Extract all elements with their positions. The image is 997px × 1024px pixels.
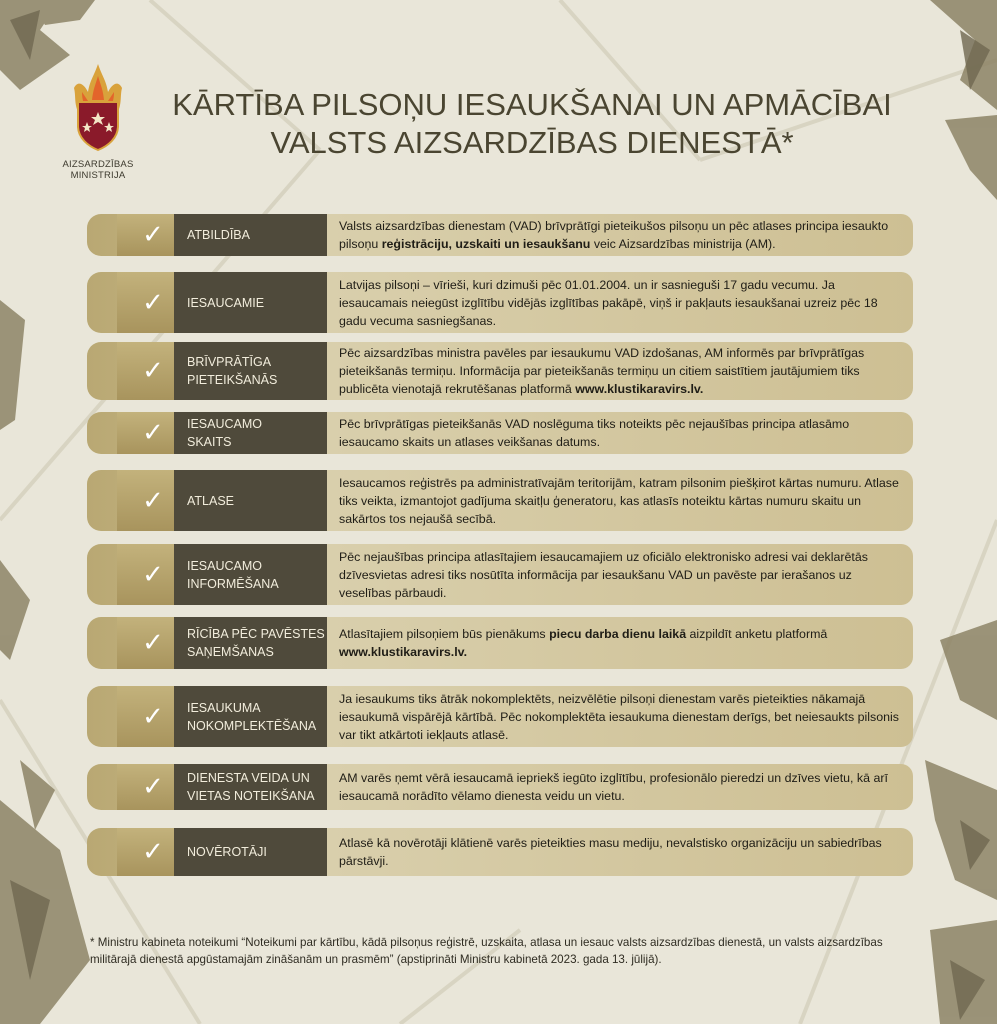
page-title-line-1: KĀRTĪBA PILSOŅU IESAUKŠANAI UN APMĀCĪBAI xyxy=(172,87,892,122)
process-row-brivpratiga-pieteiksanas xyxy=(87,342,913,400)
row-label: BRĪVPRĀTĪGA PIETEIKŠANĀS xyxy=(174,342,327,400)
row-description: AM varēs ņemt vērā iesaucamā iepriekš iegūto izglītību, profesionālo pieredzi un dzīves vietu, kā arī iesaucamā norādīto vēlamo dienesta veidu un vietu. xyxy=(327,764,913,810)
ministry-logo xyxy=(58,62,138,181)
row-label: RĪCĪBA PĒC PAVĒSTES SAŅEMŠANAS xyxy=(174,617,327,669)
row-label: DIENESTA VEIDA UN VIETAS NOTEIKŠANA xyxy=(174,764,327,810)
checkmark-icon: ✓ xyxy=(142,559,164,590)
checkmark-icon: ✓ xyxy=(142,418,164,448)
checkmark-icon: ✓ xyxy=(142,287,164,318)
row-label: IESAUCAMIE xyxy=(174,272,327,333)
process-row-riciba-pec-pavestes xyxy=(87,617,913,669)
checkmark-icon: ✓ xyxy=(142,701,164,732)
process-row-iesaucamo-skaits xyxy=(87,412,913,454)
row-description: Latvijas pilsoņi – vīrieši, kuri dzimuši pēc 01.01.2004. un ir sasnieguši 17 gadu vecumu. Ja iesaucamais neiegūst izglītību vidējās izglītības pakāpē, viņš ir pakļauts iesaukšanai uzreiz pēc 18 gadu vecuma sasniegšanas. xyxy=(327,272,913,333)
checkmark-icon: ✓ xyxy=(142,628,164,658)
row-description: Ja iesaukums tiks ātrāk nokomplektēts, neizvēlētie pilsoņi dienestam varēs pieteikties nākamajā iesaukumā vispārējā kārtībā. Pēc nokomplektēta iesaukuma dienestam derīgs, bet neiesaukts pilsonis var tikt atkārtoti iekļauts atlasē. xyxy=(327,686,913,747)
process-row-noverotaji xyxy=(87,828,913,876)
row-label: ATBILDĪBA xyxy=(174,214,327,256)
row-description: Valsts aizsardzības dienestam (VAD) brīvprātīgi pieteikušos pilsoņu un pēc atlases principa iesaukto pilsoņu reģistrāciju, uzskaiti un iesaukšanu veic Aizsardzības ministrija (AM). xyxy=(327,214,913,256)
row-label: IESAUCAMO INFORMĒŠANA xyxy=(174,544,327,605)
checkmark-icon: ✓ xyxy=(142,485,164,516)
process-row-dienesta-veida-noteiksana xyxy=(87,764,913,810)
checkmark-icon: ✓ xyxy=(142,772,164,802)
checkmark-icon: ✓ xyxy=(142,837,164,867)
process-row-atbildiba xyxy=(87,214,913,256)
row-description: Atlasītajiem pilsoņiem būs pienākums piecu darba dienu laikā aizpildīt anketu platformā www.klustikaravirs.lv. xyxy=(327,617,913,669)
row-description: Pēc brīvprātīgas pieteikšanās VAD noslēguma tiks noteikts pēc nejaušības principa atlasāmo iesaucamo skaits un atlases veikšanas datums. xyxy=(327,412,913,454)
row-description: Iesaucamos reģistrēs pa administratīvajām teritorijām, katram pilsonim piešķirot kārtas numuru. Atlase tiks veikta, izmantojot gadījuma skaitļu ģeneratoru, kas atlasīs noteiktu kārtas numuru skaitu un sakārtos tos nejaušā secībā. xyxy=(327,470,913,531)
checkmark-icon: ✓ xyxy=(142,356,164,386)
ministry-emblem-icon xyxy=(66,62,130,152)
page-title-line-2: VALSTS AIZSARDZĪBAS DIENESTĀ* xyxy=(270,125,794,160)
process-row-iesaukuma-nokomplektesana xyxy=(87,686,913,747)
row-description: Atlasē kā novērotāji klātienē varēs pieteikties masu mediju, nevalstisko organizāciju un sabiedrības pārstāvji. xyxy=(327,828,913,876)
footnote: * Ministru kabineta noteikumi “Noteikumi par kārtību, kādā pilsoņus reģistrē, uzskaita, atlasa un iesauc valsts aizsardzības dienestā, un valsts aizsardzības militārajā dienestā apgūstamajām zināšanām un prasmēm” (apstiprināti Ministru kabinetā 2023. gada 13. jūlijā). xyxy=(90,936,883,966)
process-row-iesaucamie xyxy=(87,272,913,333)
page-title xyxy=(172,86,892,162)
row-description: Pēc nejaušības principa atlasītajiem iesaucamajiem uz oficiālo elektronisko adresi vai deklarētās dzīvesvietas adresi tiks nosūtīta informācija par iesaukšanu VAD un pavēste par ierašanos uz veselības pārbaudi. xyxy=(327,544,913,605)
row-label: NOVĒROTĀJI xyxy=(174,828,327,876)
row-label: IESAUCAMO SKAITS xyxy=(174,412,327,454)
row-label: ATLASE xyxy=(174,470,327,531)
row-description: Pēc aizsardzības ministra pavēles par iesaukumu VAD izdošanas, AM informēs par brīvprātīgas pieteikšanās termiņu. Informācija par pieteikšanās termiņu un citiem saistītiem jautājumiem tiks publicēta vienotajā rekrutēšanas platformā www.klustikaravirs.lv. xyxy=(327,342,913,400)
row-label: IESAUKUMA NOKOMPLEKTĒŠANA xyxy=(174,686,327,747)
process-row-iesaucamo-informesana xyxy=(87,544,913,605)
process-row-atlase xyxy=(87,470,913,531)
checkmark-icon: ✓ xyxy=(142,220,164,250)
logo-caption: AIZSARDZĪBAS MINISTRIJA xyxy=(62,159,134,181)
